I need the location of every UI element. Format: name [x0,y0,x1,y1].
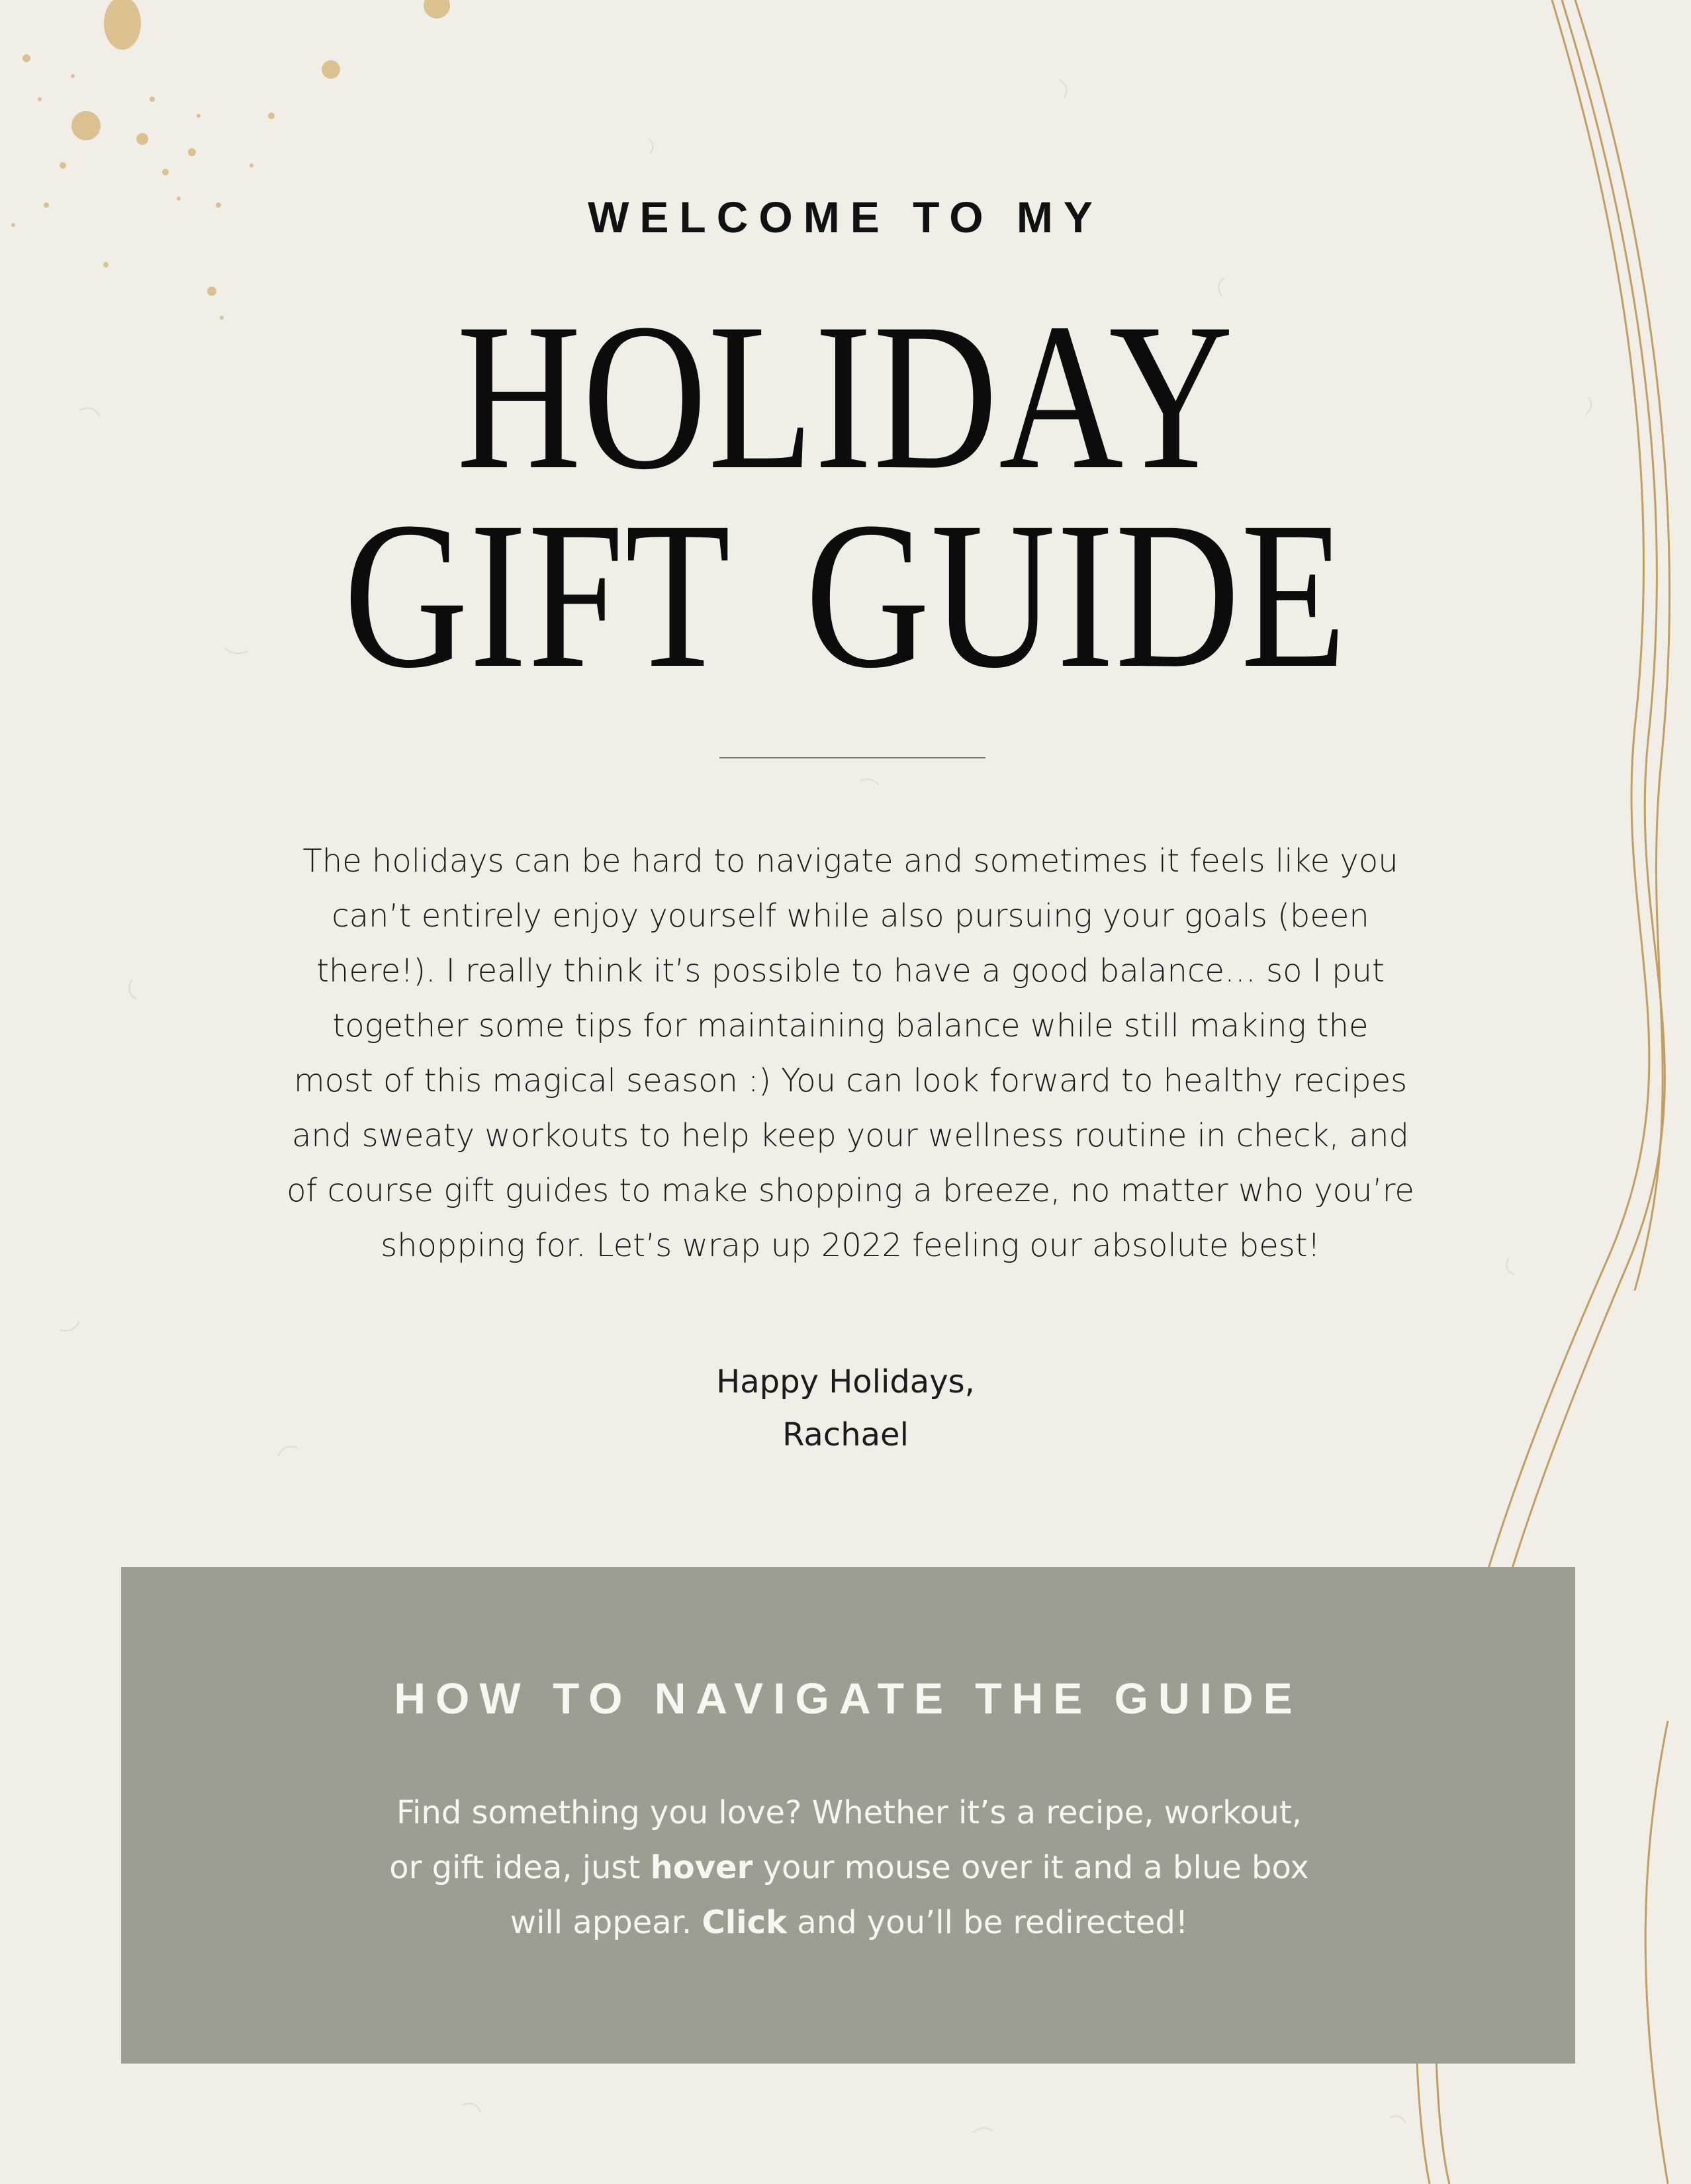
navigation-text: will appear. [510,1904,702,1941]
navigation-line: Find something you love? Whether it’s a recipe, workout, [396,1794,1303,1831]
navigation-text: your mouse over it and a blue box [753,1849,1309,1886]
navigation-instructions [340,1786,1359,1950]
hover-keyword: hover [650,1849,753,1886]
navigation-text: or gift idea, just [389,1849,651,1886]
intro-paragraph [251,834,1449,1273]
navigation-line [340,1895,1359,1950]
navigation-text: and you’ll be redirected! [787,1904,1189,1941]
intro-line: and sweaty workouts to help keep your wellness routine in check, and [292,1117,1409,1154]
navigation-info-box [121,1567,1575,2064]
intro-line: shopping for. Let’s wrap up 2022 feeling our absolute best! [381,1227,1320,1264]
signoff-greeting: Happy Holidays, [716,1363,975,1400]
intro-line: there!). I really think it’s possible to have a good balance… so I put [316,952,1385,989]
intro-line: together some tips for maintaining balance while still making the [332,1007,1369,1044]
click-keyword: Click [702,1904,788,1941]
signoff-name: Rachael [782,1416,909,1453]
intro-line: can’t entirely enjoy yourself while also pursuing your goals (been [332,897,1369,934]
welcome-eyebrow: WELCOME TO MY [588,193,1103,242]
page-title-line-1: HOLIDAY [456,280,1235,513]
divider [719,757,985,758]
intro-line: The holidays can be hard to navigate and sometimes it feels like you [302,842,1398,880]
signoff [0,1355,1691,1461]
navigation-line [340,1841,1359,1895]
intro-line: of course gift guides to make shopping a breeze, no matter who you’re [287,1172,1414,1209]
navigation-heading: HOW TO NAVIGATE THE GUIDE [394,1674,1303,1723]
intro-line: most of this magical season :) You can look forward to healthy recipes [293,1062,1408,1099]
page-title-line-2: GIFT GUIDE [343,478,1348,711]
